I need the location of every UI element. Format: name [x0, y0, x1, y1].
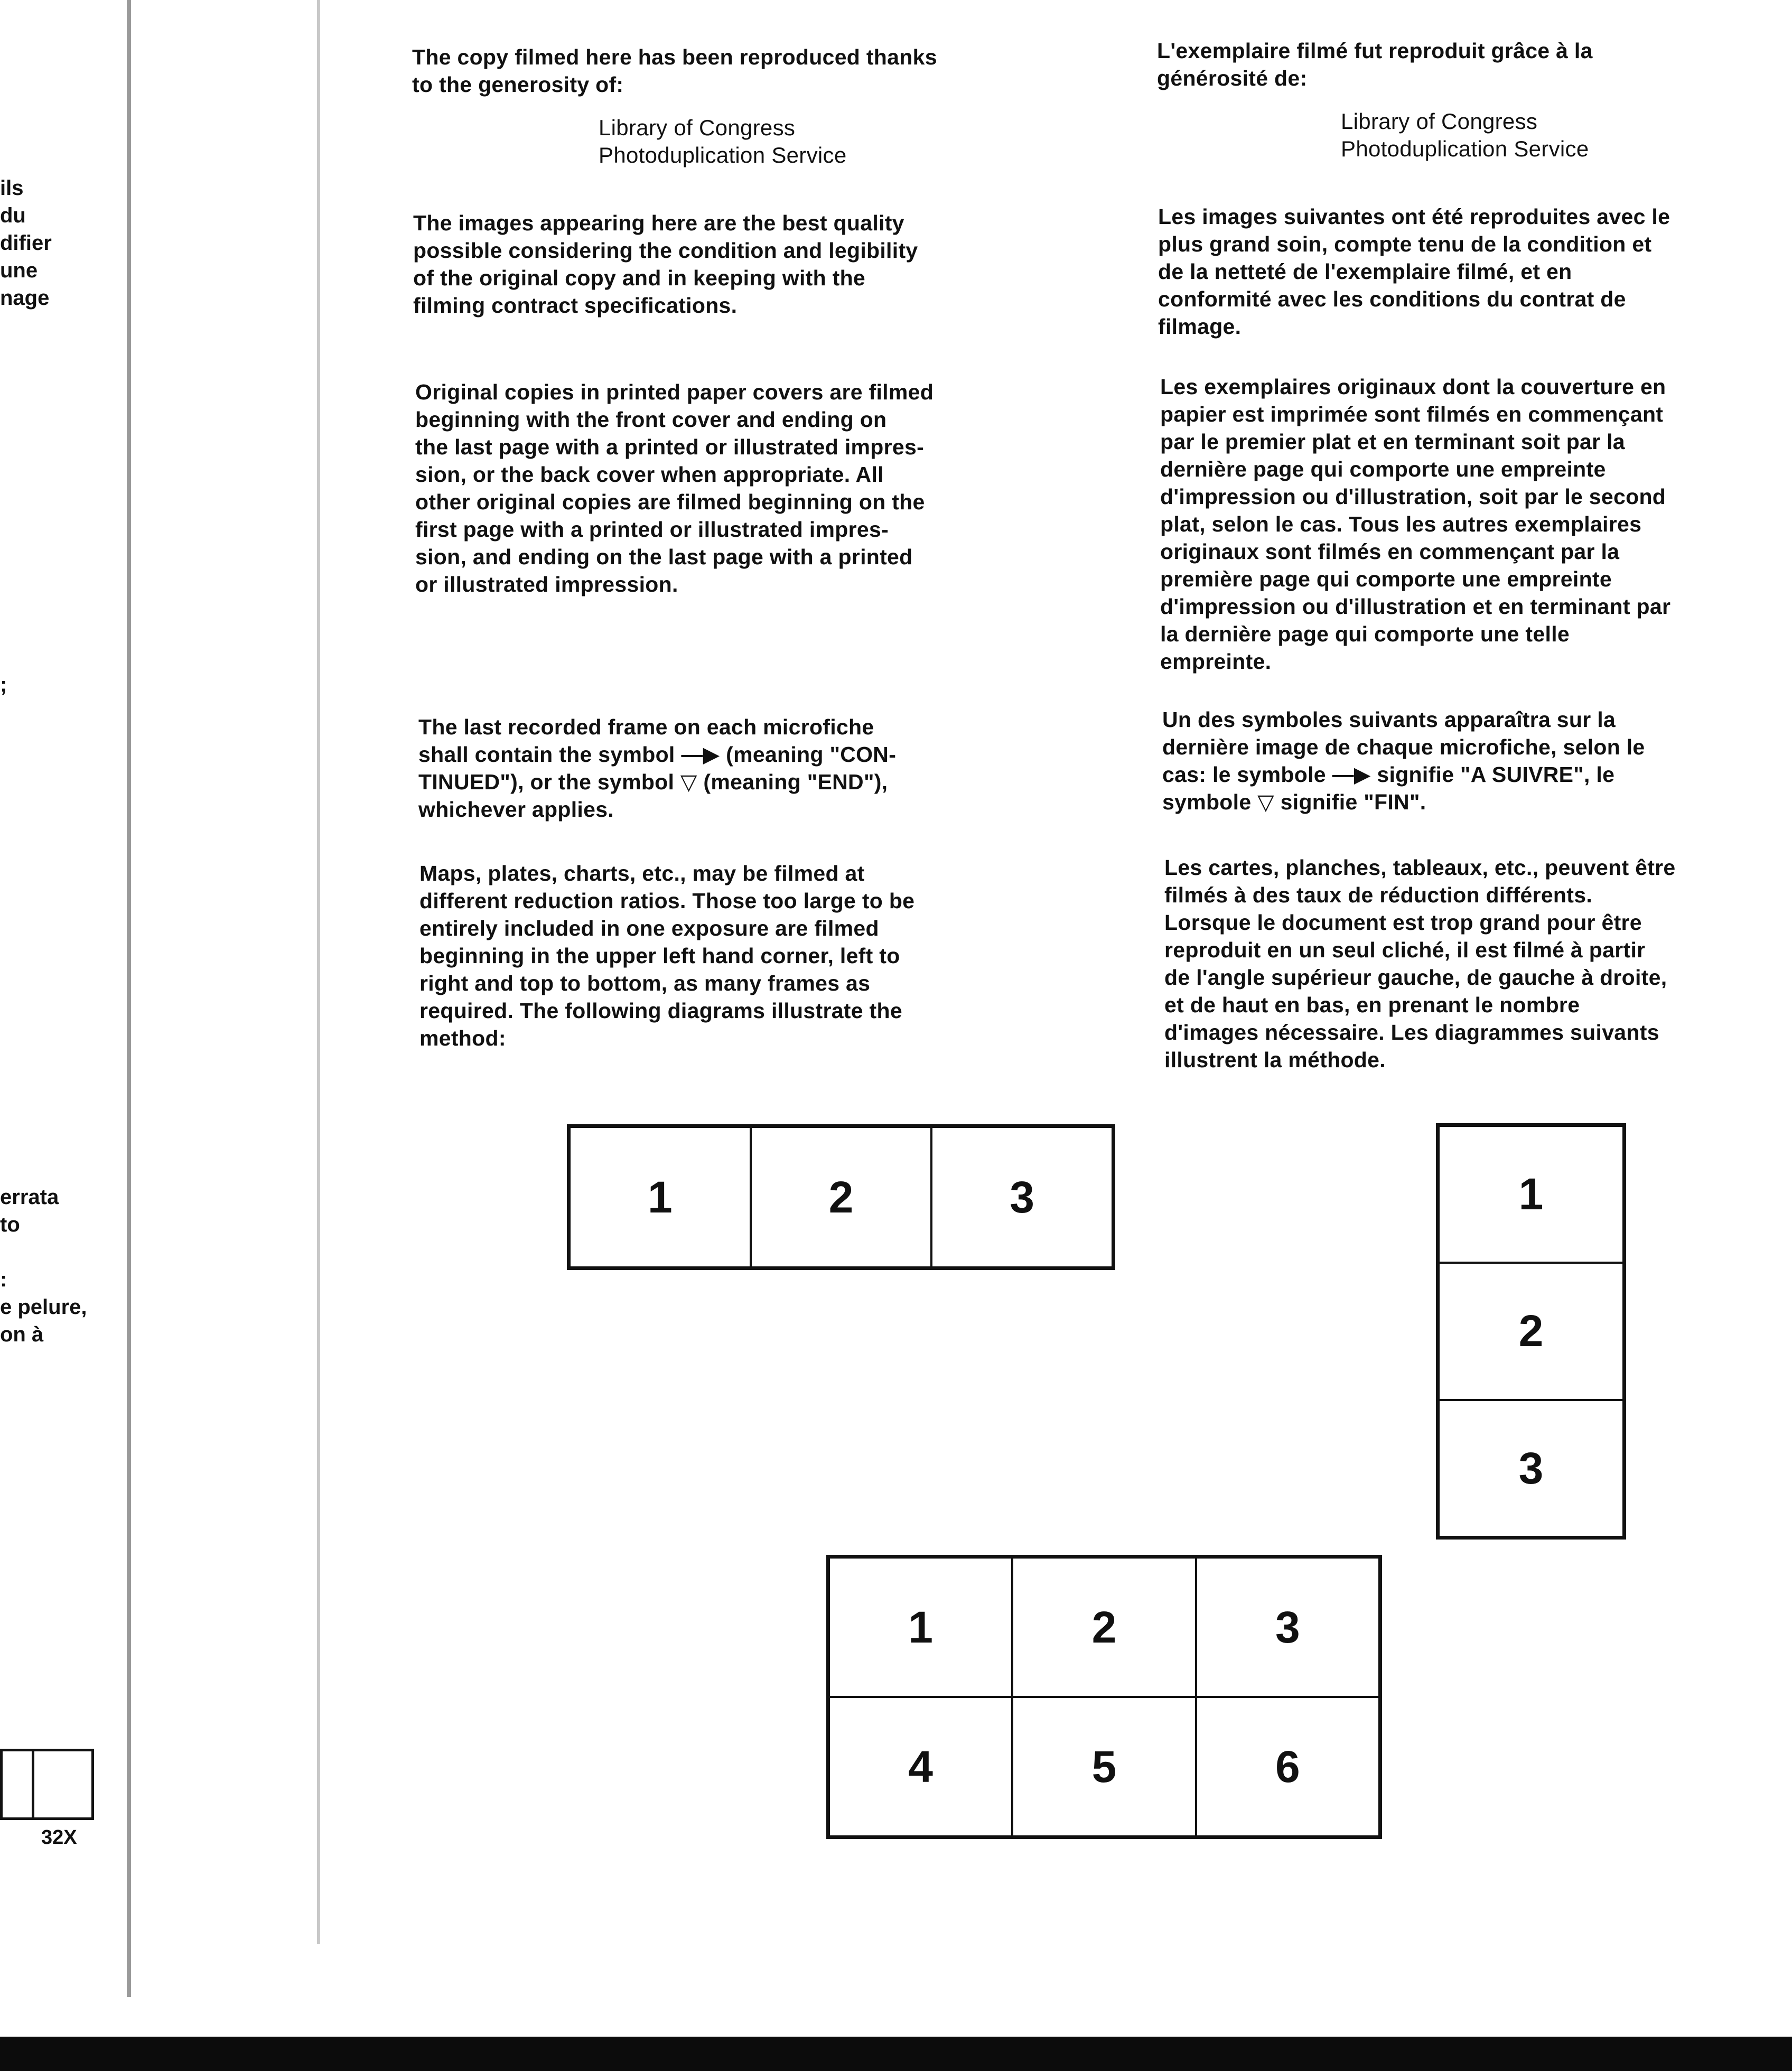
- diagram-grid-frame-2: 2: [1012, 1557, 1196, 1697]
- resolution-gauge-label: 32X: [41, 1826, 77, 1849]
- diagram-horizontal-frame-1: 1: [570, 1127, 751, 1267]
- scan-fold-line: [127, 0, 131, 1997]
- french-originals-paragraph: Les exemplaires originaux dont la couverture en papier est imprimée sont filmés en commençant par le premier plat et en terminant soit par la dernière page qui comporte une empreinte d'impression ou d'illustration, soit par le second plat, selon le cas. Tous les autres exemplaires originaux sont filmés en commençant par la première page qui comporte une empreinte d'impression ou d'illustration et en terminant par la dernière page qui comporte une telle empreinte.: [1160, 375, 1671, 674]
- english-quality-paragraph: The images appearing here are the best quality possible considering the condition and legibility of the original copy and in keeping with the filming contract specifications.: [413, 211, 918, 318]
- english-originals-paragraph: Original copies in printed paper covers are filmed beginning with the front cover and ending on the last page with a printed or illustrated impres- sion, or the back cover when appropriate. All other original copies are filmed beginning on the first page with a printed or illustrated impres- sion, and ending on the last page with a printed or illustrated impression.: [415, 380, 934, 596]
- diagram-vertical: [1436, 1123, 1626, 1540]
- french-symbols-paragraph: Un des symboles suivants apparaîtra sur la dernière image de chaque microfiche, selon le cas: le symbole —▶ signifie "A SUIVRE", le symbole ▽ signifie "FIN".: [1162, 707, 1645, 814]
- diagram-vertical-frame-2: 2: [1439, 1263, 1623, 1400]
- french-quality-paragraph: Les images suivantes ont été reproduites avec le plus grand soin, compte tenu de la condition et de la netteté de l'exemplaire filmé, et en conformité avec les conditions du contrat de filmage.: [1158, 204, 1670, 339]
- english-institution: Library of Congress Photoduplication Service: [599, 115, 847, 167]
- diagram-horizontal-frame-2: 2: [751, 1127, 932, 1267]
- resolution-gauge-box: [0, 1749, 94, 1820]
- diagram-grid-frame-6: 6: [1196, 1697, 1379, 1836]
- scan-fold-line-2: [317, 0, 320, 1944]
- diagram-grid-frame-4: 4: [829, 1697, 1012, 1836]
- resolution-gauge-divider: [32, 1751, 34, 1817]
- english-maps-paragraph: Maps, plates, charts, etc., may be filmed at different reduction ratios. Those too large to be entirely included in one exposure are filmed beginning in the upper left hand corner, left to right and top to bottom, as many frames as required. The following diagrams illustrate the method:: [419, 861, 915, 1050]
- diagram-horizontal-frame-3: 3: [931, 1127, 1113, 1267]
- diagram-grid-frame-1: 1: [829, 1557, 1012, 1697]
- diagram-grid: [826, 1555, 1382, 1839]
- left-edge-text-mid: ;: [0, 673, 7, 696]
- scan-bottom-strip: [0, 2037, 1792, 2071]
- french-intro: L'exemplaire filmé fut reproduit grâce à la générosité de:: [1157, 39, 1593, 90]
- diagram-grid-frame-5: 5: [1012, 1697, 1196, 1836]
- diagram-horizontal: [567, 1124, 1115, 1270]
- diagram-vertical-frame-1: 1: [1439, 1126, 1623, 1263]
- french-institution: Library of Congress Photoduplication Service: [1341, 109, 1589, 161]
- english-symbols-paragraph: The last recorded frame on each microfiche shall contain the symbol —▶ (meaning "CON- TINUED"), or the symbol ▽ (meaning "END"), whichever applies.: [418, 715, 897, 822]
- english-intro: The copy filmed here has been reproduced thanks to the generosity of:: [412, 45, 937, 97]
- left-edge-text-lower: errata to : e pelure, on à: [0, 1186, 87, 1346]
- diagram-grid-frame-3: 3: [1196, 1557, 1379, 1697]
- diagram-vertical-frame-3: 3: [1439, 1400, 1623, 1537]
- left-edge-text-top: ils du difier une nage: [0, 176, 52, 310]
- french-maps-paragraph: Les cartes, planches, tableaux, etc., peuvent être filmés à des taux de réduction différents. Lorsque le document est trop grand pour être reproduit en un seul cliché, il est filmé à partir de l'angle supérieur gauche, de gauche à droite, et de haut en bas, en prenant le nombre d'images nécessaire. Les diagrammes suivants illustrent la méthode.: [1164, 855, 1676, 1072]
